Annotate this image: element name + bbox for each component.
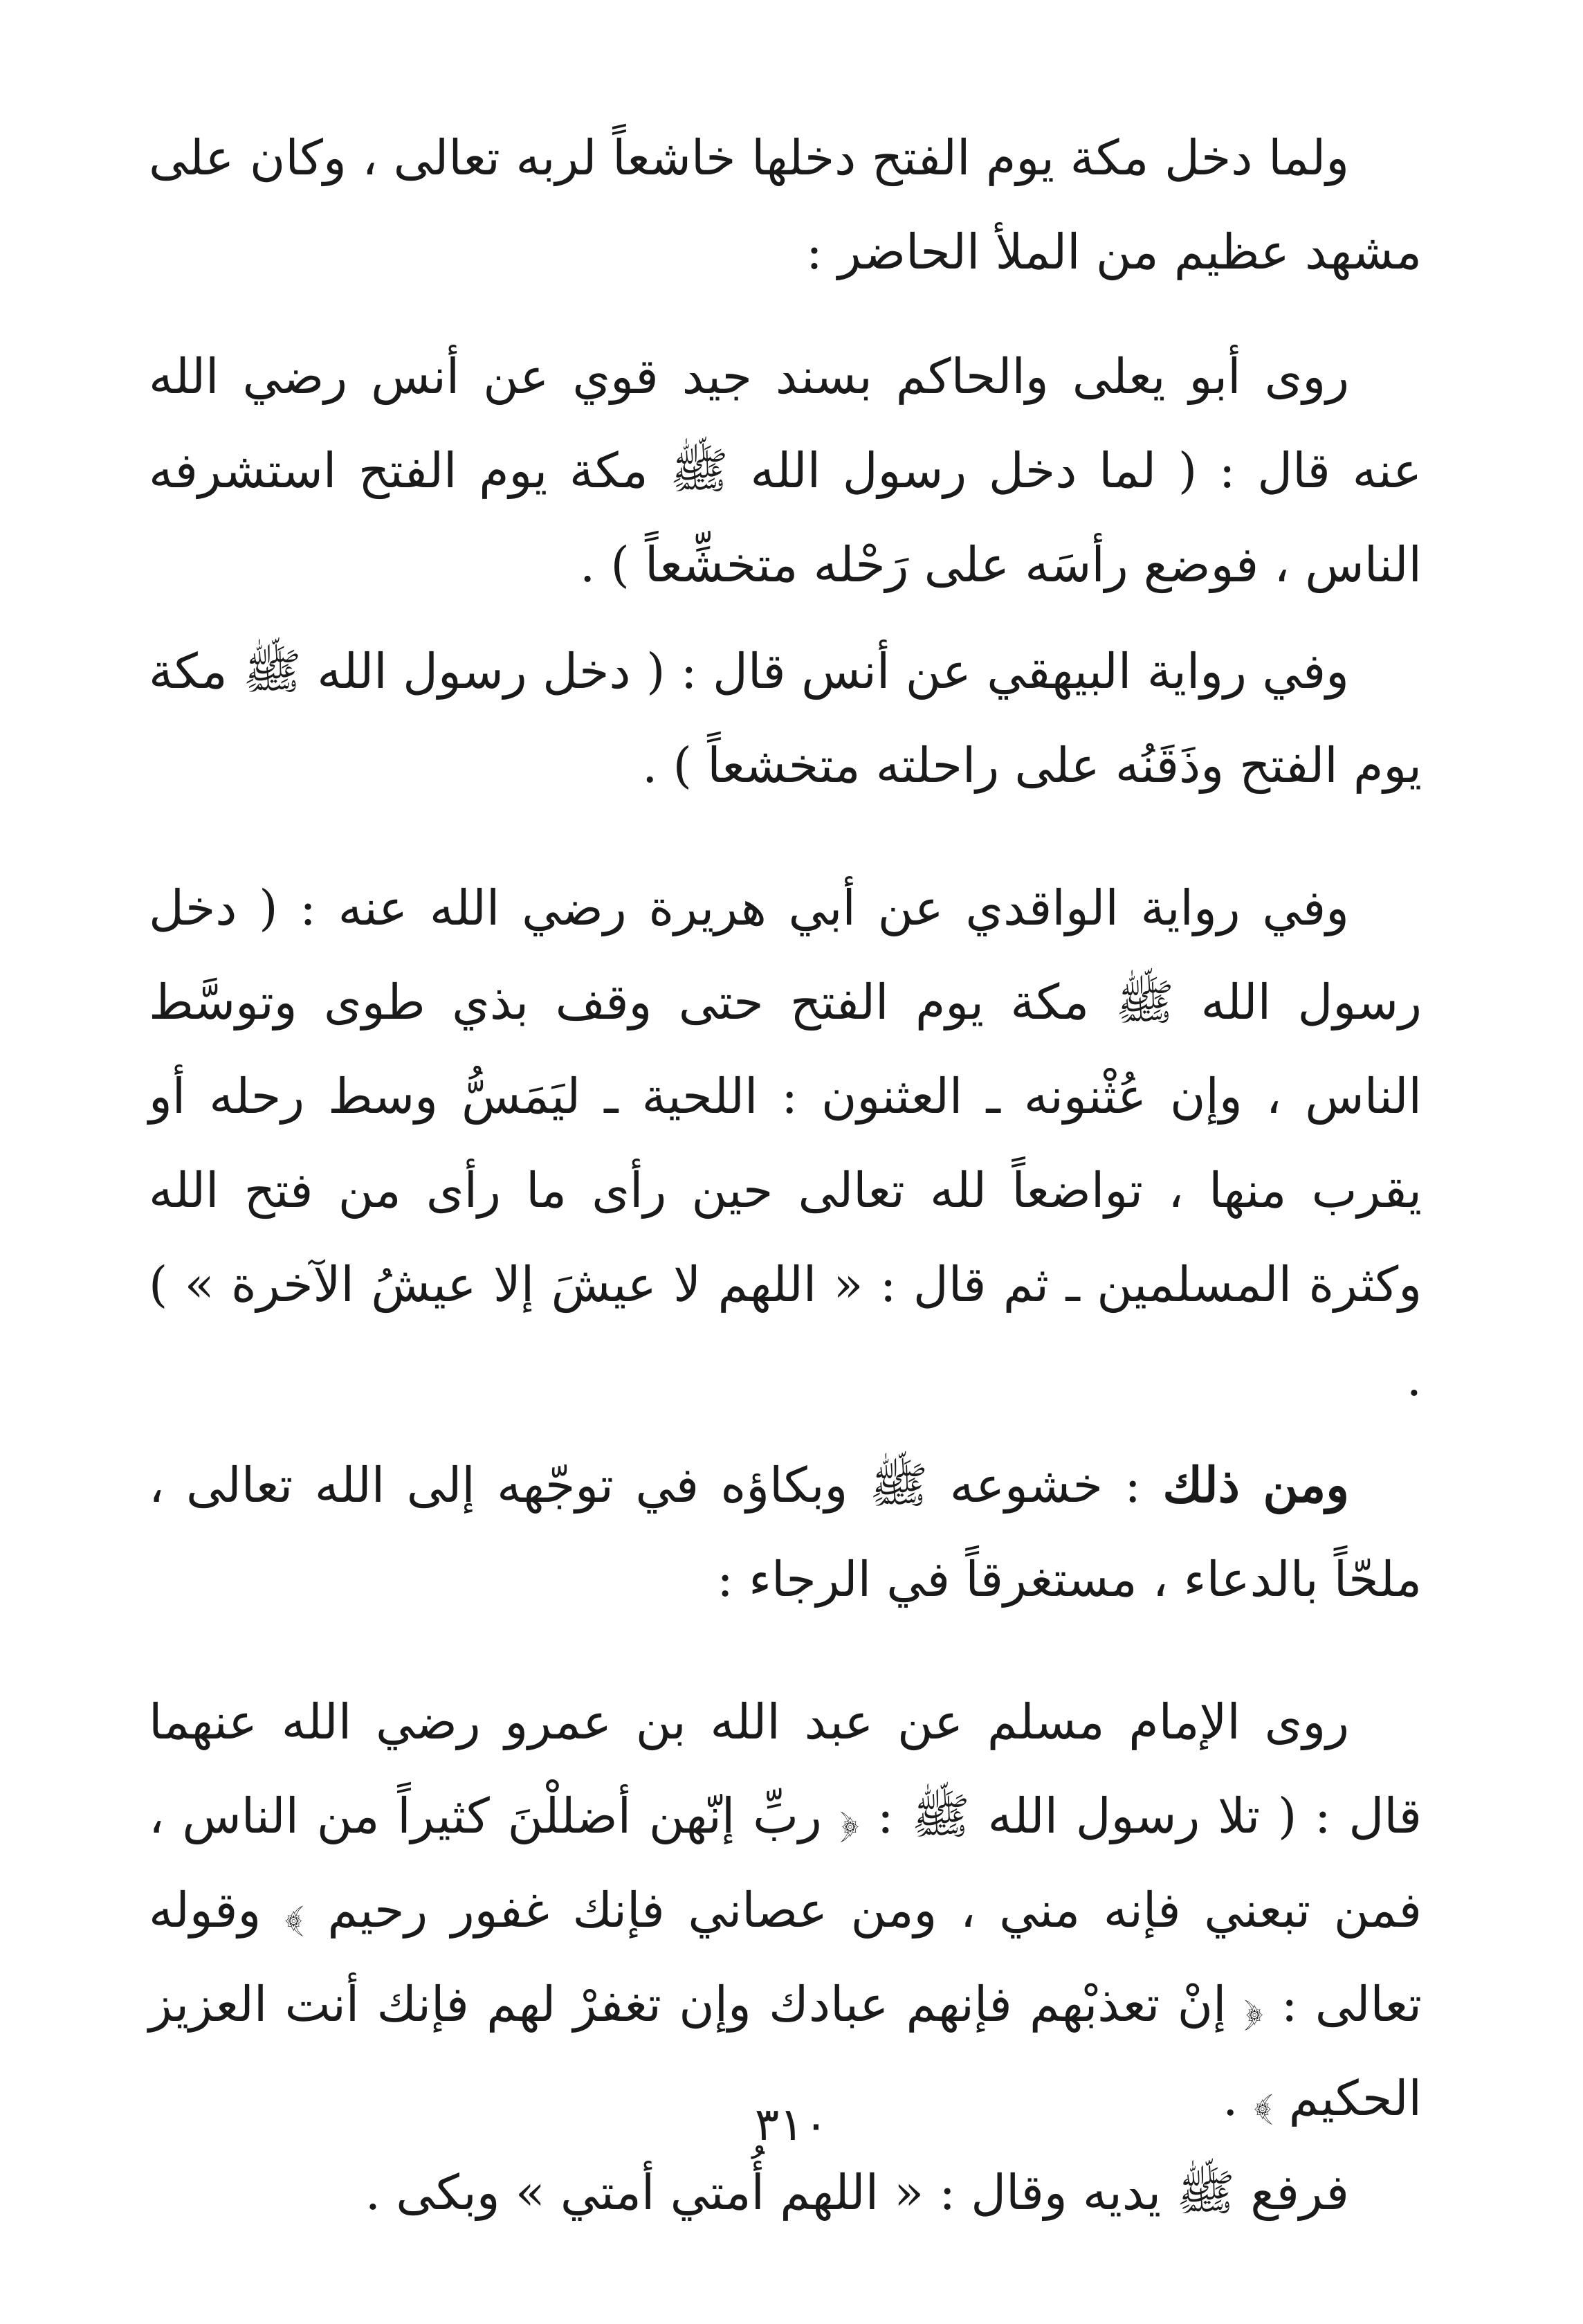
page-number: ٣١٠ (754, 2098, 829, 2151)
paragraph-muslim-narration: روى الإمام مسلم عن عبد الله بن عمرو رضي الله عنهما قال : ( تلا رسول الله ﷺ : ﴿ ربِّ إنّهن أضللْنَ كثيراً من الناس ، فمن تبعني فإنه مني ، ومن عصاني فإنك غفور رحيم ﴾ وقوله تعالى : ﴿ إنْ تعذبْهم فإنهم عبادك وإن تغفرْ لهم فإنك أنت العزيز الحكيم ﴾ . (149, 1694, 1422, 2127)
page-body (149, 111, 1422, 2240)
paragraph-abu-yala-narration: روى أبو يعلى والحاكم بسند جيد قوي عن أنس رضي الله عنه قال : ( لما دخل رسول الله ﷺ مكة يوم الفتح استشرفه الناس ، فوضع رأسَه على رَحْله متخشِّعاً ) . (149, 348, 1422, 593)
paragraph-lead-phrase: ومن ذلك (1162, 1456, 1350, 1514)
paragraph-raised-hands: فرفع ﷺ يديه وقال : « اللهم أُمتي أمتي » وبكى . (365, 2164, 1349, 2221)
paragraph-waqidi-narration: وفي رواية الواقدي عن أبي هريرة رضي الله عنه : ( دخل رسول الله ﷺ مكة يوم الفتح حتى وقف بذي طوى وتوسَّط الناس ، وإن عُثْنونه ـ العثنون : اللحية ـ ليَمَسُّ وسط رحله أو يقرب منها ، تواضعاً لله تعالى حين رأى ما رأى من فتح الله وكثرة المسلمين ـ ثم قال : « اللهم لا عيشَ إلا عيشُ الآخرة » ) . (149, 880, 1422, 1407)
paragraph-body: : خشوعه ﷺ وبكاؤه في توجّهه إلى الله تعالى ، ملحّاً بالدعاء ، مستغرقاً في الرجاء : (149, 1457, 1422, 1608)
paragraph-conquest-entry: ولما دخل مكة يوم الفتح دخلها خاشعاً لربه تعالى ، وكان على مشهد عظيم من الملأ الحاضر : (149, 129, 1422, 280)
paragraph-bayhaqi-narration: وفي رواية البيهقي عن أنس قال : ( دخل رسول الله ﷺ مكة يوم الفتح وذَقَنُه على راحلته متخشعاً ) . (149, 643, 1422, 794)
paragraph-humility-in-prayer (149, 1438, 1422, 1626)
